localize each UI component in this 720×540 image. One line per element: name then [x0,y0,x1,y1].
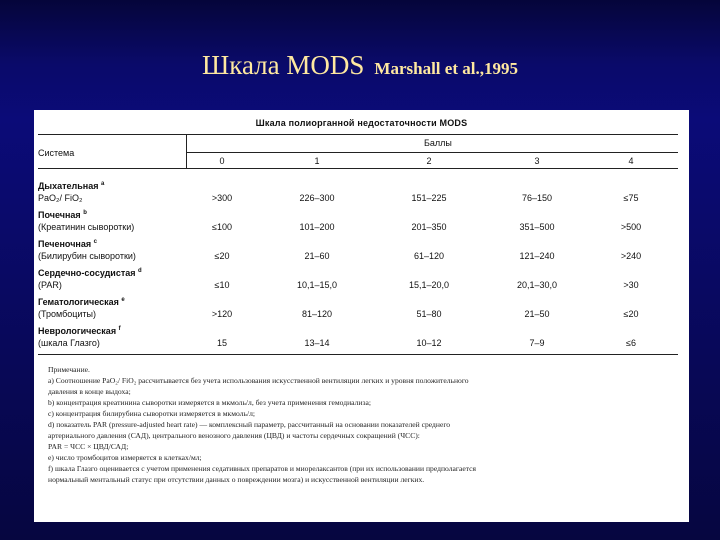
row-value-3: 351–500 [519,222,555,232]
slide-title-citation: Marshall et al.,1995 [374,59,518,78]
row-value-0: >300 [211,193,233,203]
footnote-line: PAR = ЧСС × ЦВД/САД; [48,442,129,451]
row-system-name: Неврологическая $^f$ [38,326,121,336]
footnote-line: с) концентрация билирубина сыворотки измеряется в мкмоль/л; [48,409,255,418]
score-header-1: 1 [314,156,320,166]
row-value-3: 121–240 [519,251,555,261]
row-value-3: 20,1–30,0 [516,280,558,290]
row-value-0: >120 [211,309,233,319]
row-system-name: Сердечно-сосудистая $^d$ [38,268,142,278]
footnote-line: b) концентрация креатинина сыворотки измеряется в мкмоль/л, без учета применения гемодиализа; [48,398,371,407]
row-parameter: (шкала Глазго) [38,338,100,348]
header-group-rule [186,152,678,153]
row-system-name: Дыхательная $^a$ [38,181,105,191]
row-parameter: (PAR) [38,280,62,290]
table-caption: Шкала полиорганной недостаточности MODS [255,118,468,128]
row-value-2: 61–120 [413,251,445,261]
row-value-4: >30 [623,280,639,290]
footnote-heading: Примечание. [48,365,90,374]
footnote-line: артериального давления (САД), центрального венозного давления (ЦВД) и частоты сердечных сокращений (ЧСС): [48,431,420,440]
header-bottom-rule [38,168,678,169]
row-value-4: >240 [620,251,642,261]
row-parameter: PaO₂/ FiO₂ [38,193,83,203]
row-parameter: (Билирубин сыворотки) [38,251,136,261]
table-bottom-rule [38,354,678,355]
footnote-line: а) Соотношение PaO₂/ FiO₂ рассчитывается без учета использования искусственной вентиляции легких и уровня положительного [48,376,469,385]
row-value-2: 151–225 [411,193,447,203]
row-value-4: ≤20 [623,309,639,319]
row-value-1: 226–300 [299,193,335,203]
row-system-name: Гематологическая $^e$ [38,297,125,307]
score-group-header: Баллы [424,138,452,148]
row-parameter: (Креатинин сыворотки) [38,222,135,232]
row-value-1: 81–120 [301,309,333,319]
row-value-0: ≤100 [212,222,232,232]
row-value-2: 51–80 [416,309,442,319]
row-value-0: ≤20 [214,251,230,261]
row-value-4: >500 [620,222,642,232]
footnote-line: нормальный ментальный статус при отсутствии данных о повреждении мозга) и искусственной вентиляции легких. [48,475,425,484]
table-panel [34,110,689,522]
row-system-name: Почечная $^b$ [38,210,87,220]
table-top-rule [38,134,678,135]
row-value-1: 10,1–15,0 [296,280,338,290]
system-column-header: Система [38,148,75,158]
slide-title-main: Шкала MODS [202,50,365,80]
row-value-3: 21–50 [524,309,550,319]
row-value-2: 10–12 [416,338,442,348]
table-footnotes [48,364,683,485]
footnote-line: f) шкала Глазго оценивается с учетом применения седативных препаратов и миорелаксантов (при их использовании предполагается [48,464,477,473]
row-parameter: (Тромбоциты) [38,309,97,319]
score-header-4: 4 [628,156,634,166]
row-value-1: 13–14 [304,338,330,348]
row-value-4: ≤75 [623,193,639,203]
row-value-3: 76–150 [521,193,553,203]
row-value-4: ≤6 [626,338,636,348]
score-header-2: 2 [426,156,432,166]
slide-title [0,50,720,81]
score-header-3: 3 [534,156,540,166]
row-value-2: 201–350 [411,222,447,232]
row-value-0: 15 [216,338,227,348]
row-value-1: 21–60 [304,251,330,261]
footnote-line: d) показатель PAR (pressure-adjusted heart rate) — комплексный параметр, рассчитанный на основании показателей среднего [48,420,451,429]
row-value-1: 101–200 [299,222,335,232]
footnote-line: давления в конце выдоха; [48,387,131,396]
row-system-name: Печеночная $^c$ [38,239,97,249]
score-header-0: 0 [219,156,225,166]
row-value-2: 15,1–20,0 [408,280,450,290]
footnote-line: е) число тромбоцитов измеряется в клетках/мл; [48,453,202,462]
row-value-0: ≤10 [214,280,230,290]
row-value-3: 7–9 [529,338,545,348]
